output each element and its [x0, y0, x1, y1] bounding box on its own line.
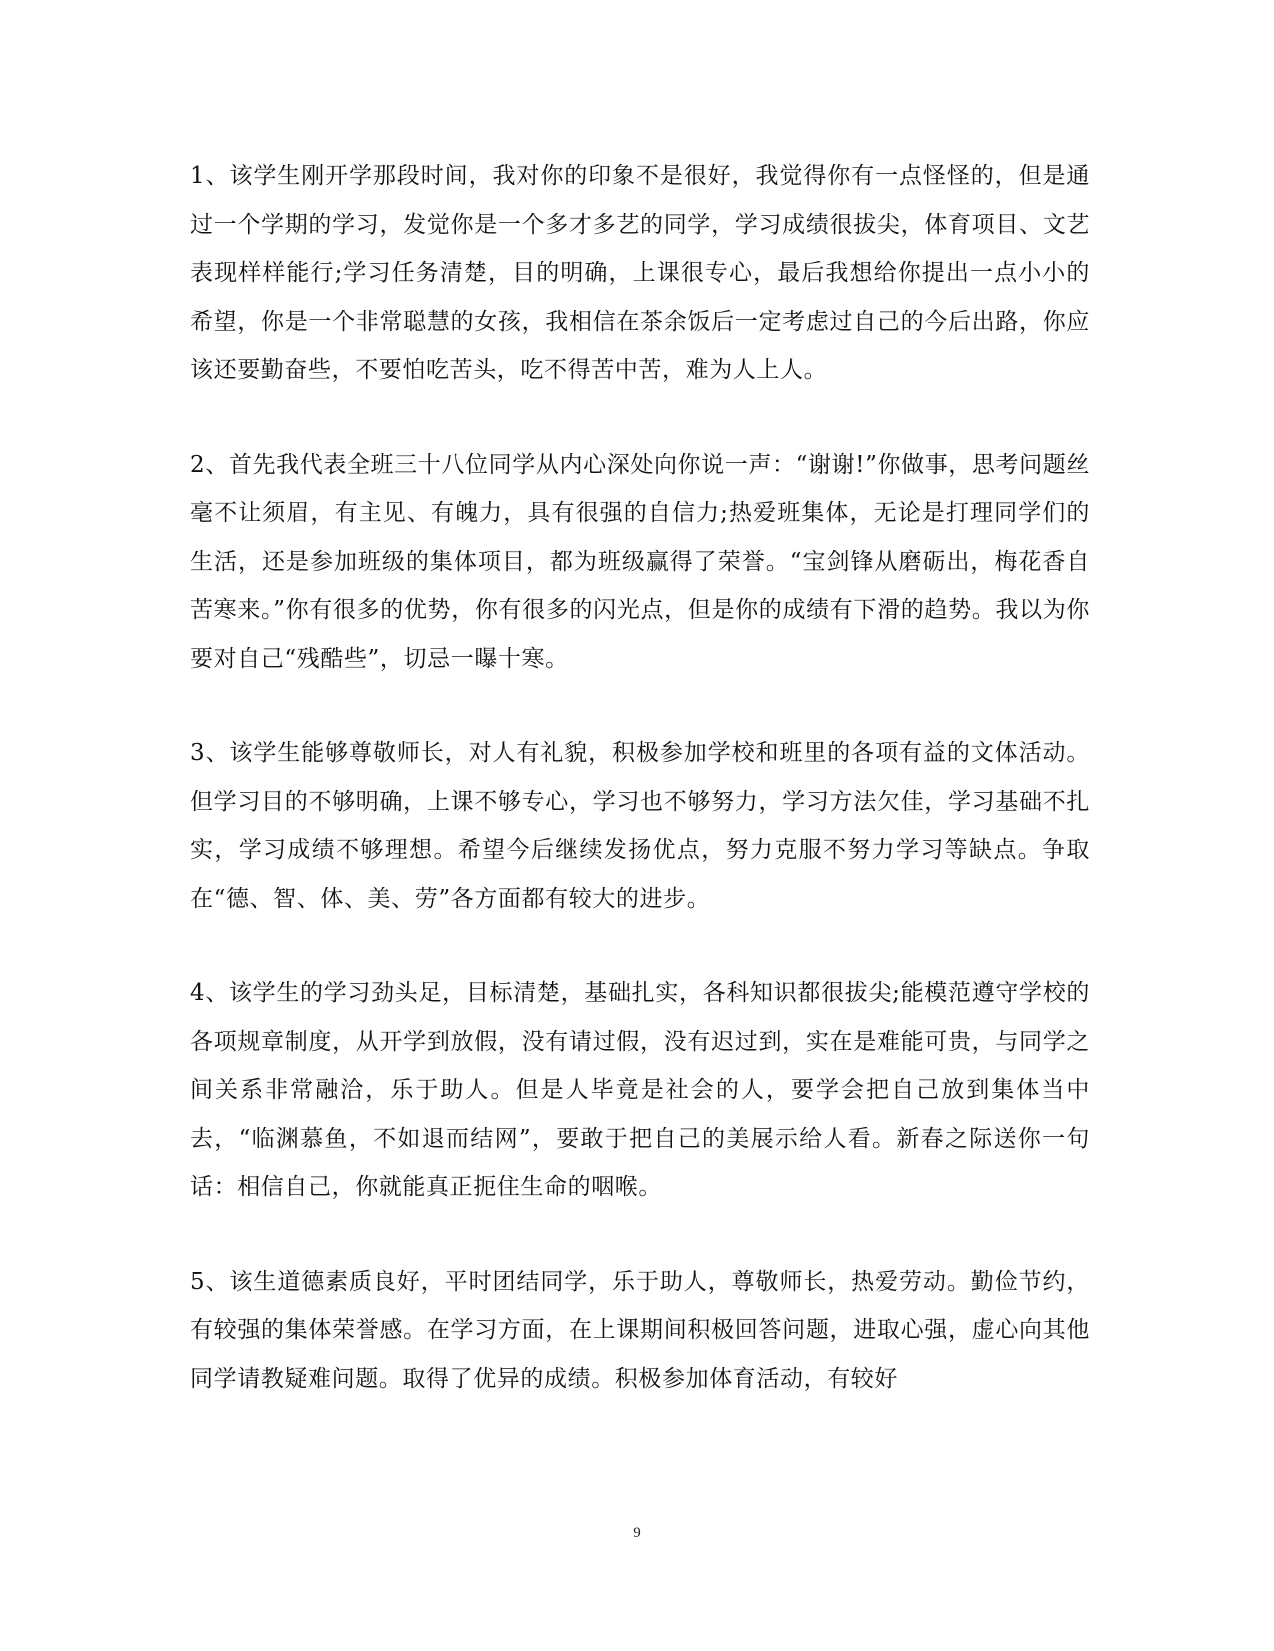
document-body: [190, 152, 1090, 1449]
comment-paragraph-3: 3、该学生能够尊敬师长，对人有礼貌，积极参加学校和班里的各项有益的文体活动。但学习目的不够明确，上课不够专心，学习也不够努力，学习方法欠佳，学习基础不扎实，学习成绩不够理想。希望今后继续发扬优点，努力克服不努力学习等缺点。争取在“德、智、体、美、劳”各方面都有较大的进步。: [190, 740, 1090, 912]
comment-paragraph-4: 4、该学生的学习劲头足，目标清楚，基础扎实，各科知识都很拔尖;能模范遵守学校的各项规章制度，从开学到放假，没有请过假，没有迟过到，实在是难能可贵，与同学之间关系非常融洽，乐于助人。但是人毕竟是社会的人，要学会把自己放到集体当中去，“临渊慕鱼，不如退而结网”，要敢于把自己的美展示给人看。新春之际送你一句话：相信自己，你就能真正扼住生命的咽喉。: [190, 980, 1090, 1200]
page-number: 9: [633, 1525, 641, 1541]
comment-paragraph-1: 1、该学生刚开学那段时间，我对你的印象不是很好，我觉得你有一点怪怪的，但是通过一个学期的学习，发觉你是一个多才多艺的同学，学习成绩很拔尖，体育项目、文艺表现样样能行;学习任务清楚，目的明确，上课很专心，最后我想给你提出一点小小的希望，你是一个非常聪慧的女孩，我相信在茶余饭后一定考虑过自己的今后出路，你应该还要勤奋些，不要怕吃苦头，吃不得苦中苦，难为人上人。: [190, 163, 1090, 383]
comment-paragraph-2: 2、首先我代表全班三十八位同学从内心深处向你说一声：“谢谢!”你做事，思考问题丝毫不让须眉，有主见、有魄力，具有很强的自信力;热爱班集体，无论是打理同学们的生活，还是参加班级的集体项目，都为班级赢得了荣誉。“宝剑锋从磨砺出，梅花香自苦寒来。”你有很多的优势，你有很多的闪光点，但是你的成绩有下滑的趋势。我以为你要对自己“残酷些”，切忌一曝十寒。: [190, 451, 1090, 672]
comment-paragraph-5: 5、该生道德素质良好，平时团结同学，乐于助人，尊敬师长，热爱劳动。勤俭节约，有较强的集体荣誉感。在学习方面，在上课期间积极回答问题，进取心强，虚心向其他同学请教疑难问题。取得了优异的成绩。积极参加体育活动，有较好: [190, 1268, 1090, 1392]
